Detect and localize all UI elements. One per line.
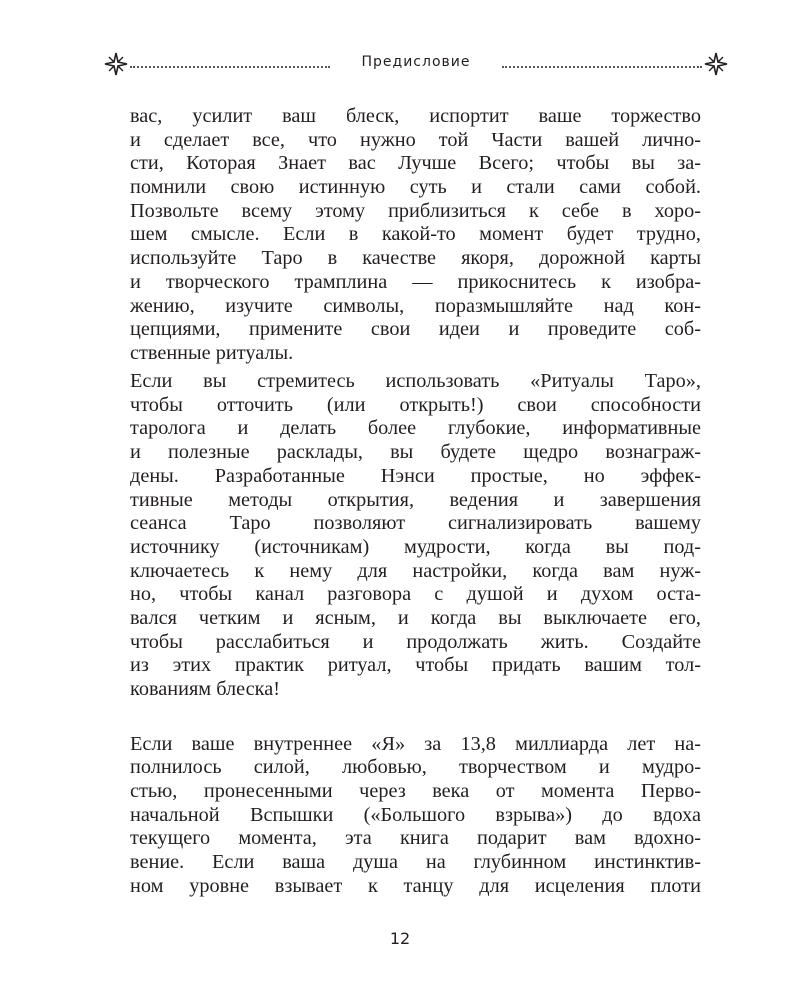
text-line: вение. Если ваша душа на глубинном инстинктив- <box>130 851 701 874</box>
running-header <box>100 50 732 78</box>
dotted-rule-right <box>502 66 702 68</box>
text-line: источнику (источникам) мудрости, когда вы под- <box>130 535 701 558</box>
text-line: ключаетесь к нему для настройки, когда вам нуж- <box>130 559 701 582</box>
text-line: но, чтобы канал разговора с душой и духом оста- <box>130 583 701 606</box>
text-line: чтобы расслабиться и продолжать жить. Создайте <box>130 630 701 653</box>
text-line: помнили свою истинную суть и стали сами собой. <box>130 176 701 199</box>
text-line: сеанса Таро позволяют сигнализировать вашему <box>130 512 701 535</box>
text-line: и полезные расклады, вы будете щедро вознаграж- <box>130 441 701 464</box>
text-line: начальной Вспышки («Большого взрыва») до вдоха <box>130 803 701 826</box>
text-line: цепциями, примените свои идеи и проведите соб- <box>130 318 701 341</box>
paragraph <box>130 105 701 366</box>
text-line: Если вы стремитесь использовать «Ритуалы Таро», <box>130 370 701 393</box>
running-header-title: Предисловие <box>361 54 471 70</box>
text-line: жению, изучите символы, поразмышляйте над кон- <box>130 294 701 317</box>
text-line: полнилось силой, любовью, творчеством и мудро- <box>130 756 701 779</box>
text-line: чтобы отточить (или открыть!) свои способности <box>130 393 701 416</box>
text-line: из этих практик ритуал, чтобы придать вашим тол- <box>130 654 701 677</box>
text-line: вался четким и ясным, и когда вы выключаете его, <box>130 606 701 629</box>
text-line: тивные методы открытия, ведения и завершения <box>130 488 701 511</box>
text-line: ном уровне взывает к танцу для исцеления плоти <box>130 874 701 897</box>
paragraph <box>130 370 701 702</box>
text-line: и сделает все, что нужно той Части вашей лично- <box>130 128 701 151</box>
text-line: и творческого трамплина — прикоснитесь к изобра- <box>130 270 701 293</box>
compass-star-icon <box>704 52 728 76</box>
text-line: таролога и делать более глубокие, информативные <box>130 417 701 440</box>
text-line: ственные ритуалы. <box>130 341 294 364</box>
text-line: Позвольте всему этому приблизиться к себе в хоро- <box>130 199 701 222</box>
text-line: текущего момента, эта книга подарит вам вдохно- <box>130 827 701 850</box>
text-line: сти, Которая Знает вас Лучше Всего; чтобы вы за- <box>130 152 701 175</box>
text-line: стью, пронесенными через века от момента Перво- <box>130 780 701 803</box>
text-line: Если ваше внутреннее «Я» за 13,8 миллиарда лет на- <box>130 732 701 755</box>
text-line: дены. Разработанные Нэнси простые, но эффек- <box>130 464 701 487</box>
paragraph <box>130 733 701 899</box>
text-line: кованиям блеска! <box>130 678 280 700</box>
text-line: вас, усилит ваш блеск, испортит ваше торжество <box>130 105 701 127</box>
page-number: 12 <box>389 929 411 948</box>
text-line: используйте Таро в качестве якоря, дорожной карты <box>130 247 701 270</box>
text-line: шем смысле. Если в какой-то момент будет трудно, <box>130 223 701 246</box>
body-text <box>130 105 701 899</box>
